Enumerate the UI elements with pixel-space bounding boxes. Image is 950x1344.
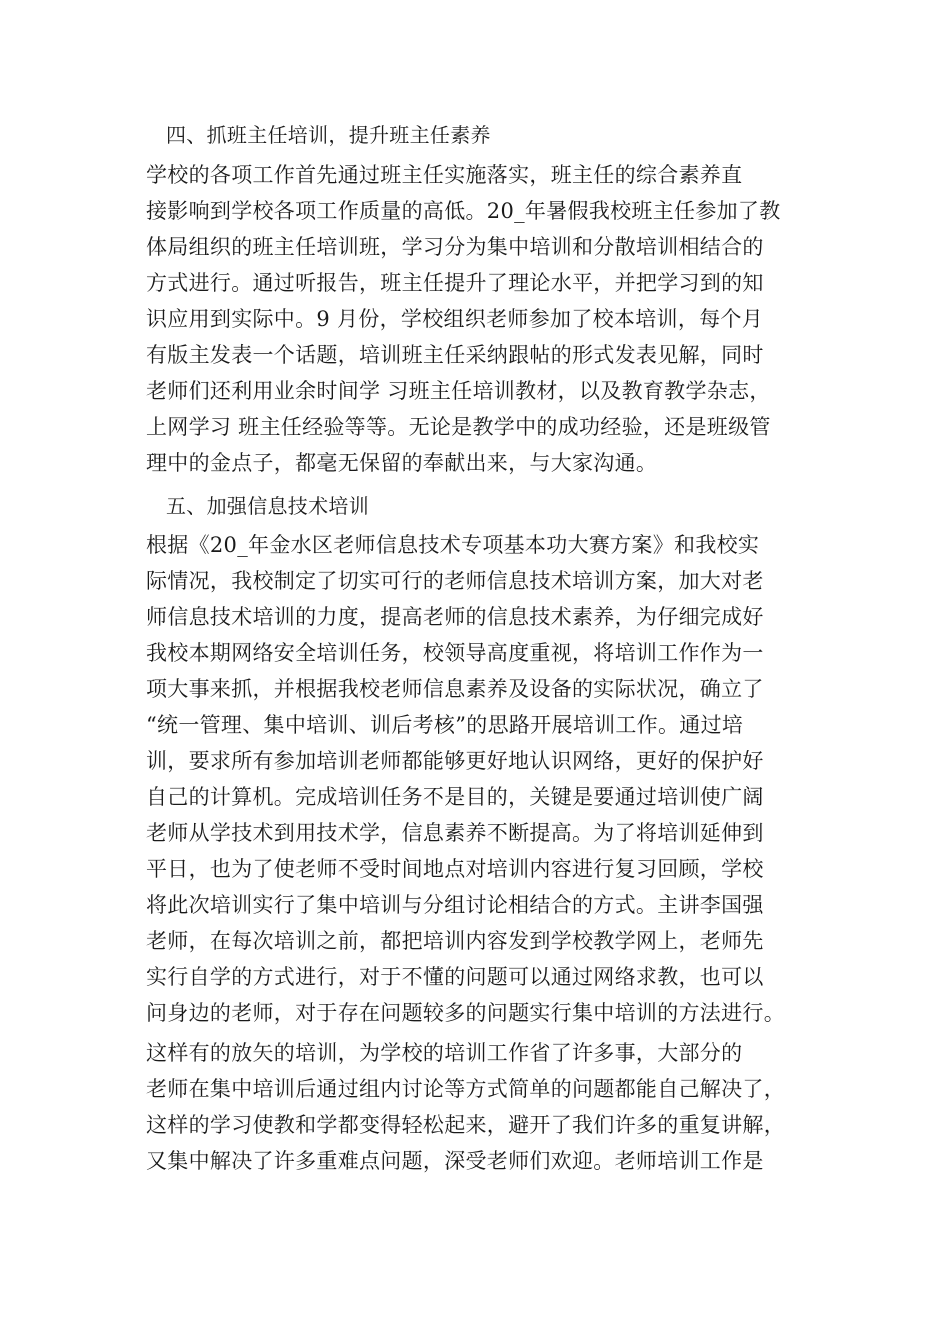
paragraph-line: 理中的金点子，都毫无保留的奉献出来，与大家沟通。 [146,451,658,475]
paragraph-line: 这样的学习使教和学都变得轻松起来，避开了我们许多的重复讲解， [146,1113,785,1137]
paragraph-line: 识应用到实际中。9 月份，学校组织老师参加了校本培训，每个月 [146,307,764,331]
paragraph-line: 问身边的老师，对于存在问题较多的问题实行集中培训的方法进行。 [146,1001,785,1025]
paragraph-line: 这样有的放矢的培训，为学校的培训工作省了许多事，大部分的 [146,1041,743,1065]
paragraph-line: 体局组织的班主任培训班，学习分为集中培训和分散培训相结合的 [146,235,764,259]
paragraph-line: 老师们还利用业余时间学 习班主任培训教材，以及教育教学杂志， [146,379,771,403]
paragraph-line: 有版主发表一个话题，培训班主任采纳跟帖的形式发表见解，同时 [146,343,764,367]
paragraph-line: 自己的计算机。完成培训任务不是目的，关键是要通过培训使广阔 [146,785,764,809]
paragraph-line: 平日，也为了使老师不受时间地点对培训内容进行复习回顾，学校 [146,857,764,881]
paragraph-line: 实行自学的方式进行，对于不懂的问题可以通过网络求教，也可以 [146,965,764,989]
paragraph-line: 根据《20_年金水区老师信息技术专项基本功大赛方案》和我校实 [146,533,760,557]
paragraph-line: 上网学习 班主任经验等等。无论是教学中的成功经验，还是班级管 [146,415,771,439]
paragraph-line: 我校本期网络安全培训任务，校领导高度重视，将培训工作作为一 [146,641,764,665]
paragraph-line: 又集中解决了许多重难点问题，深受老师们欢迎。老师培训工作是 [146,1149,764,1173]
paragraph-line: 老师，在每次培训之前，都把培训内容发到学校教学网上，老师先 [146,929,764,953]
section-4-heading: 四、抓班主任培训，提升班主任素养 [166,123,491,147]
paragraph-line: 方式进行。通过听报告，班主任提升了理论水平，并把学习到的知 [146,271,764,295]
paragraph-line: 接影响到学校各项工作质量的高低。20_年暑假我校班主任参加了教 [146,199,781,223]
section-5-heading: 五、加强信息技术培训 [166,494,369,518]
paragraph-line: 将此次培训实行了集中培训与分组讨论相结合的方式。主讲李国强 [146,893,764,917]
paragraph-line: 训，要求所有参加培训老师都能够更好地认识网络，更好的保护好 [146,749,764,773]
paragraph-line: 学校的各项工作首先通过班主任实施落实，班主任的综合素养直 [146,163,743,187]
paragraph-line: 项大事来抓，并根据我校老师信息素养及设备的实际状况，确立了 [146,677,764,701]
paragraph-line: 老师从学技术到用技术学，信息素养不断提高。为了将培训延伸到 [146,821,764,845]
paragraph-line: 际情况，我校制定了切实可行的老师信息技术培训方案，加大对老 [146,569,764,593]
paragraph-line: “统一管理、集中培训、训后考核”的思路开展培训工作。通过培 [146,713,744,737]
paragraph-line: 老师在集中培训后通过组内讨论等方式简单的问题都能自己解决了， [146,1077,785,1101]
paragraph-line: 师信息技术培训的力度，提高老师的信息技术素养，为仔细完成好 [146,605,764,629]
